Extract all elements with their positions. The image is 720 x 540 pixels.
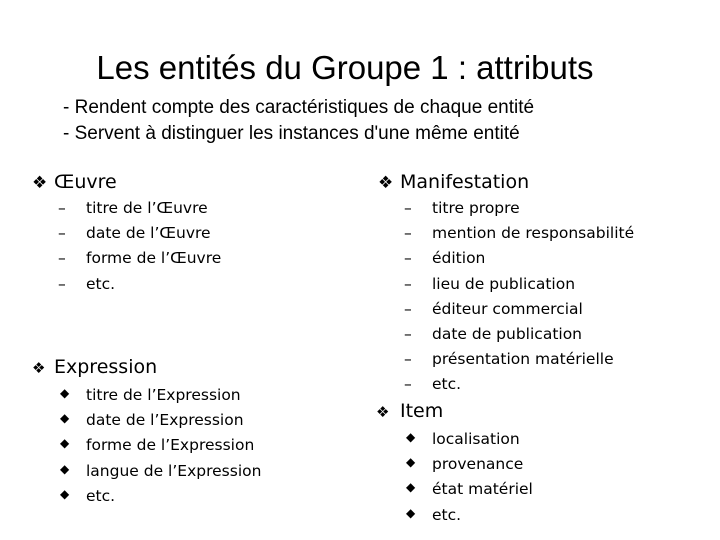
list-item: ◆ état matériel xyxy=(404,477,664,502)
subtitle-line: - Servent à distinguer les instances d'une même entité xyxy=(63,123,520,144)
dash-icon: – xyxy=(58,274,66,293)
dash-icon: – xyxy=(58,224,66,243)
list-item: – mention de responsabilité xyxy=(404,221,704,246)
diamond-icon: ◆ xyxy=(406,430,416,444)
bullet-icon: ❖ xyxy=(378,173,394,193)
slide-subtitle xyxy=(63,95,534,147)
dash-icon: – xyxy=(404,350,412,369)
diamond-icon: ◆ xyxy=(60,386,70,400)
list-item: – titre propre xyxy=(404,196,704,221)
diamond-icon: ◆ xyxy=(406,455,416,470)
manifestation-attribute-list xyxy=(404,196,704,398)
list-item: – lieu de publication xyxy=(404,272,704,297)
list-item: ◆ date de l’Expression xyxy=(58,408,318,433)
list-item: ◆ provenance xyxy=(404,452,664,477)
expression-attribute-list xyxy=(58,383,318,509)
dash-icon: – xyxy=(404,299,412,318)
heading-oeuvre xyxy=(32,170,117,195)
subtitle-line: - Rendent compte des caractéristiques de chaque entité xyxy=(63,97,535,118)
list-item: – date de publication xyxy=(404,322,704,347)
dash-icon: – xyxy=(58,249,66,268)
diamond-icon: ◆ xyxy=(60,411,70,426)
list-item: ◆ langue de l’Expression xyxy=(58,459,318,484)
dash-icon: – xyxy=(404,249,412,268)
dash-icon: – xyxy=(404,274,412,293)
list-item: ◆ forme de l’Expression xyxy=(58,433,318,458)
list-item: – forme de l’Œuvre xyxy=(58,246,298,271)
diamond-icon: ◆ xyxy=(406,480,416,495)
heading-manifestation-label: Manifestation xyxy=(400,171,530,193)
list-item: ◆ titre de l’Expression xyxy=(58,383,318,408)
list-item: – présentation matérielle xyxy=(404,347,704,372)
list-item: – etc. xyxy=(404,372,704,397)
list-item: – etc. xyxy=(58,272,298,297)
diamond-icon: ◆ xyxy=(60,486,70,501)
list-item: – titre de l’Œuvre xyxy=(58,196,298,221)
oeuvre-attribute-list xyxy=(58,196,298,297)
dash-icon: – xyxy=(404,199,412,217)
heading-expression xyxy=(32,355,157,380)
dash-icon: – xyxy=(404,224,412,243)
list-item: ◆ etc. xyxy=(404,503,664,528)
list-item: – date de l’Œuvre xyxy=(58,221,298,246)
dash-icon: – xyxy=(404,324,412,343)
dash-icon: – xyxy=(58,199,66,217)
item-attribute-list xyxy=(404,427,664,528)
bullet-icon: ❖ xyxy=(376,403,390,421)
heading-manifestation xyxy=(378,170,529,195)
heading-item-label: Item xyxy=(400,400,444,422)
diamond-icon: ◆ xyxy=(60,461,70,476)
bullet-icon: ❖ xyxy=(32,359,46,377)
list-item: ◆ localisation xyxy=(404,427,664,452)
bullet-icon: ❖ xyxy=(32,173,48,193)
list-item: – édition xyxy=(404,246,704,271)
diamond-icon: ◆ xyxy=(60,436,70,451)
list-item: – éditeur commercial xyxy=(404,297,704,322)
heading-item xyxy=(376,399,443,424)
dash-icon: – xyxy=(404,375,412,394)
heading-oeuvre-label: Œuvre xyxy=(54,171,117,193)
heading-expression-label: Expression xyxy=(54,356,158,378)
slide-title: Les entités du Groupe 1 : attributs xyxy=(96,49,594,86)
list-item: ◆ etc. xyxy=(58,484,318,509)
diamond-icon: ◆ xyxy=(406,505,416,520)
